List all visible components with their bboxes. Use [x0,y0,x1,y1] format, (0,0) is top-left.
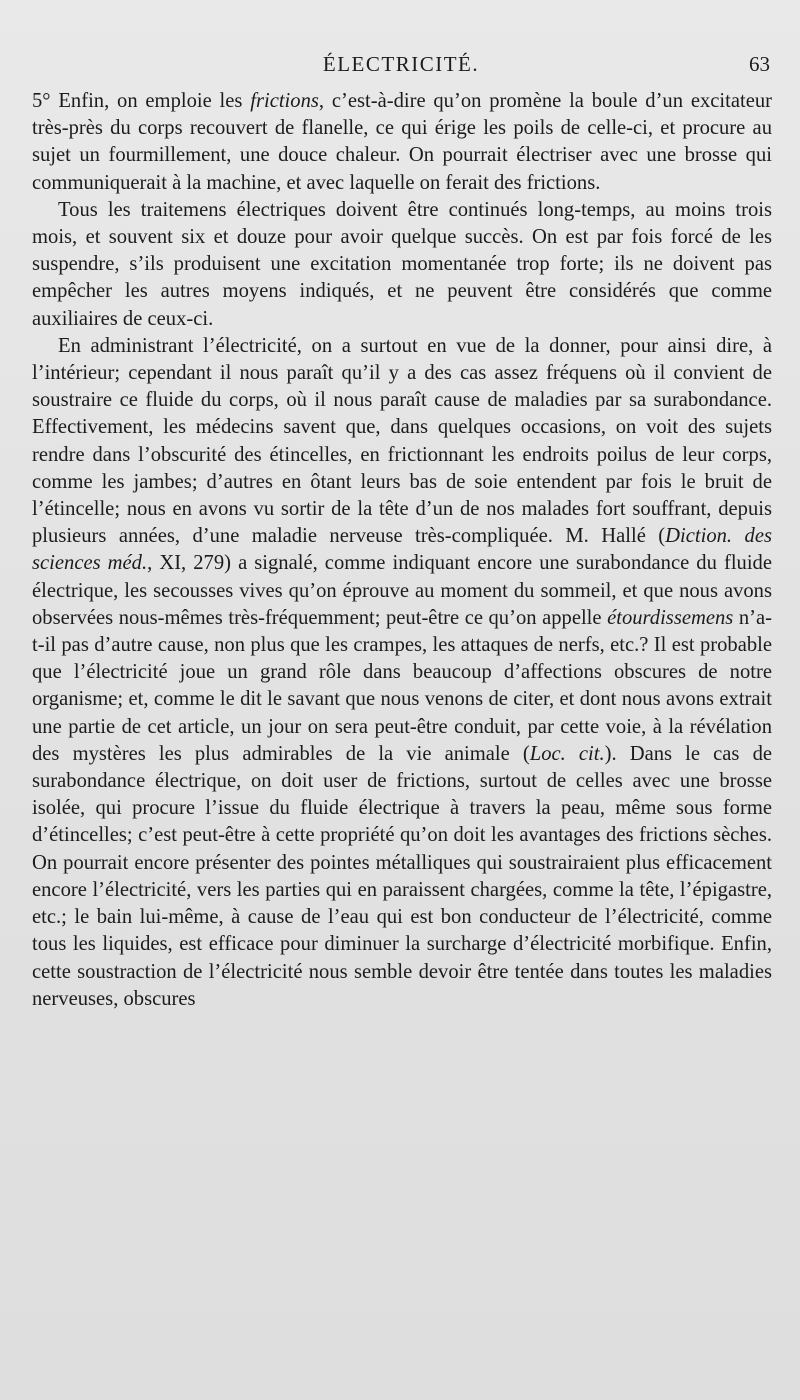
page-number: 63 [749,52,770,76]
italic-citation: Loc. cit. [529,742,605,765]
running-title: ÉLECTRICITÉ. [322,52,480,76]
paragraph-text: Tous les traitemens électriques doivent être continués long-temps, au moins trois mois, et souvent six et douze pour avoir quelque succès. On est par fois forcé de les suspendre, s’ils produisent une excitation momentanée trop forte; ils ne doivent pas empêcher les autres moyens indiqués, et ne peuvent être considérés que comme auxiliaires de ceux-ci. [32,198,772,330]
italic-term: frictions [250,90,319,112]
italic-term: étourdissemens [607,606,734,629]
paragraph-text: , XI, 279) a signalé, comme indiquant encore une surabondance du fluide électrique, les secousses vives qu’on éprouve au moment du sommeil, et que nous avons observées nous-mêmes très-fréquemment; peut-être ce qu’on appelle [32,552,772,629]
paragraph-text: En administrant l’électricité, on a surtout en vue de la donner, pour ainsi dire, à l’intérieur; cependant il nous paraît qu’il y a des cas assez fréquens où il convient de soustraire ce fluide du corps, où il nous paraît cause de maladies par sa surabondance. Effectivement, les médecins savent que, dans quelques occasions, on voit des sujets rendre dans l’obscurité des étincelles, en frictionnant les endroits poilus de leur corps, comme les jambes; d’autres en ôtant leurs bas de soie entendent par fois le bruit de l’étincelle; nous en avons vu sortir de la tête d’un de nos malades fort souffrant, depuis plusieurs années, d’une maladie nerveuse très-compliquée. M. Hallé ( [32,334,772,548]
paragraph-text: n’a-t-il pas d’autre cause, non plus que les crampes, les attaques de nerfs, etc.? Il est probable que l’électricité joue un grand rôle dans beaucoup d’affections obscures de notre organisme; et, comme le dit le savant que nous venons de citer, et dont nous avons extrait une partie de cet article, un jour on sera peut-être conduit, par cette voie, à la révélation des mystères les plus admirables de la vie animale ( [32,606,772,765]
paragraph-text: 5° Enfin, on emploie les [32,90,251,112]
paragraph-treatments [32,197,772,333]
paragraph-frictions [32,88,772,197]
page-header [32,52,770,80]
paragraph-text: ). Dans le cas de surabondance électrique, on doit user de frictions, surtout de celles avec une brosse isolée, qui procure l’issue du fluide électrique à travers la peau, même sous forme d’étincelles; c’est peut-être à cette propriété qu’on doit les avantages des frictions sèches. On pourrait encore présenter des pointes métalliques qui soustrairaient plus efficacement encore l’électricité, vers les parties qui en paraissent chargées, comme la tête, l’épigastre, etc.; le bain lui-même, à cause de l’eau qui est bon conducteur de l’électricité, comme tous les liquides, est efficace pour diminuer la surcharge d’électricité morbifique. Enfin, cette soustraction de l’électricité nous semble devoir être tentée dans toutes les maladies nerveuses, obscures [32,742,773,1010]
paragraph-administration [32,333,772,1013]
italic-citation: Diction. des sciences méd. [32,525,772,575]
body-text [32,88,772,1013]
paragraph-text: , c’est-à-dire qu’on promène la boule d’un excitateur très-près du corps recouvert de flanelle, ce qui érige les poils de celle-ci, et procure au sujet un fourmillement, une douce chaleur. On pourrait électriser avec une brosse qui communiquerait à la machine, et avec laquelle on ferait des frictions. [32,90,773,194]
